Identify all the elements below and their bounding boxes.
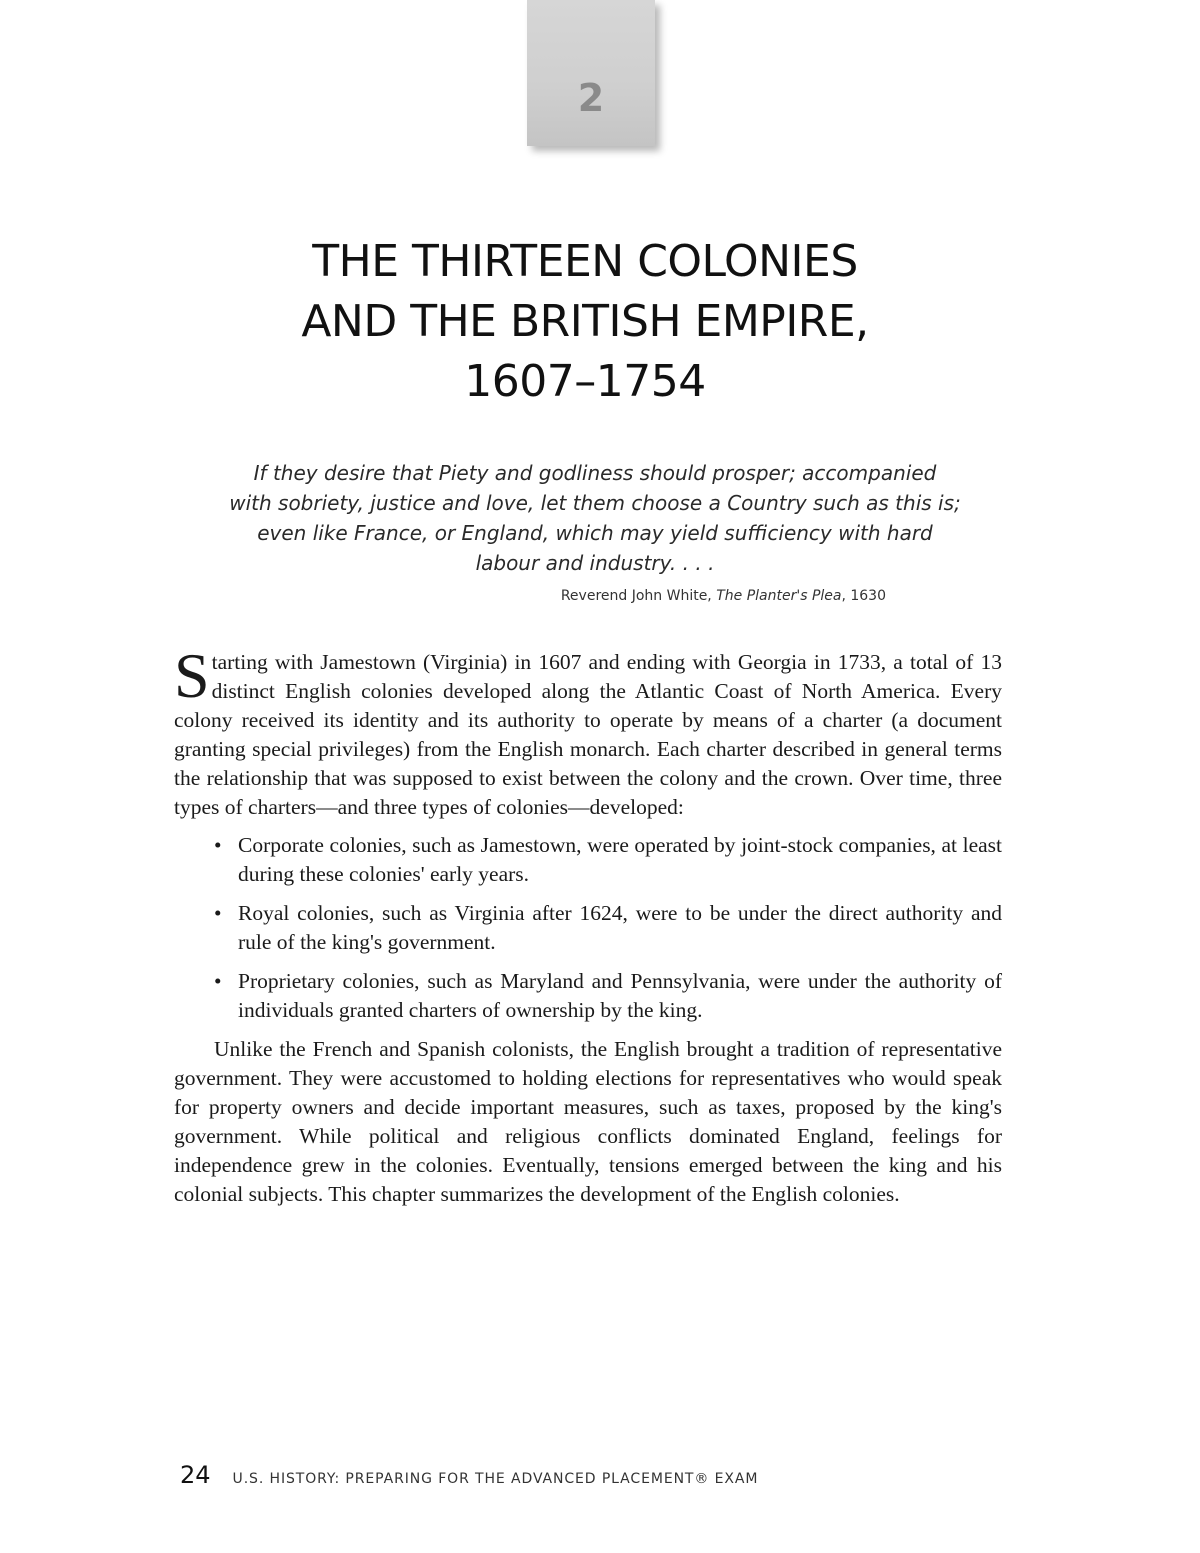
body-paragraph: Unlike the French and Spanish colonists, the English brought a tradition of representative government. They were accustomed to holding elections for representatives who would speak for property owners and decide important measures, such as taxes, proposed by the king's government. While political and religious conflicts dominated England, feelings for independence grew in the colonies. Eventually, tensions emerged between the king and his colonial subjects. This chapter summarizes the development of the English colonies. xyxy=(174,1037,1002,1206)
chapter-title xyxy=(160,232,1010,412)
epigraph-line: with sobriety, justice and love, let them choose a Country such as this is; xyxy=(229,491,961,515)
list-item xyxy=(214,899,1002,957)
attribution-year: , 1630 xyxy=(841,588,886,604)
list-item xyxy=(214,967,1002,1025)
page-number: 24 xyxy=(180,1461,211,1489)
chapter-tab xyxy=(527,0,655,146)
bullet-icon: • xyxy=(214,833,222,857)
epigraph-attribution xyxy=(480,588,886,604)
chapter-body xyxy=(174,640,1002,1209)
bullet-icon: • xyxy=(214,969,222,993)
epigraph-line: If they desire that Piety and godliness should prosper; accompanied xyxy=(253,461,937,485)
epigraph-line: even like France, or England, which may yield sufficiency with hard xyxy=(257,521,933,545)
chapter-number: 2 xyxy=(577,76,605,120)
list-item xyxy=(214,831,1002,889)
list-item-text: Proprietary colonies, such as Maryland and Pennsylvania, were under the authority of individuals granted charters of ownership by the king. xyxy=(238,969,1002,1022)
chapter-title-line: THE THIRTEEN COLONIES xyxy=(312,236,858,287)
list-item-text: Corporate colonies, such as Jamestown, were operated by joint-stock companies, at least during these colonies' early years. xyxy=(238,833,1002,886)
running-title: U.S. HISTORY: PREPARING FOR THE ADVANCED PLACEMENT® EXAM xyxy=(232,1471,759,1487)
chapter-title-line: AND THE BRITISH EMPIRE, xyxy=(301,296,869,347)
epigraph-line: labour and industry. . . . xyxy=(475,551,715,575)
bullet-icon: • xyxy=(214,901,222,925)
attribution-author: Reverend John White, xyxy=(560,588,717,604)
page-footer xyxy=(180,1461,758,1489)
intro-paragraph xyxy=(174,640,1002,822)
drop-cap: S xyxy=(174,640,210,711)
attribution-work: The Planter's Plea xyxy=(716,588,842,604)
intro-text: tarting with Jamestown (Virginia) in 1607 and ending with Georgia in 1733, a total of 13 distinct English colonies developed along the Atlantic Coast of North America. Every colony received its identity and its authority to operate by means of a charter (a document granting special privileges) from the English monarch. Each charter described in general terms the relationship that was supposed to exist between the colony and the crown. Over time, three types of charters—and three types of colonies—developed: xyxy=(174,650,1002,819)
chapter-title-line: 1607–1754 xyxy=(464,356,706,407)
colony-types-list xyxy=(174,831,1002,1025)
list-item-text: Royal colonies, such as Virginia after 1624, were to be under the direct authority and rule of the king's government. xyxy=(238,901,1002,954)
epigraph-quote xyxy=(200,458,990,578)
